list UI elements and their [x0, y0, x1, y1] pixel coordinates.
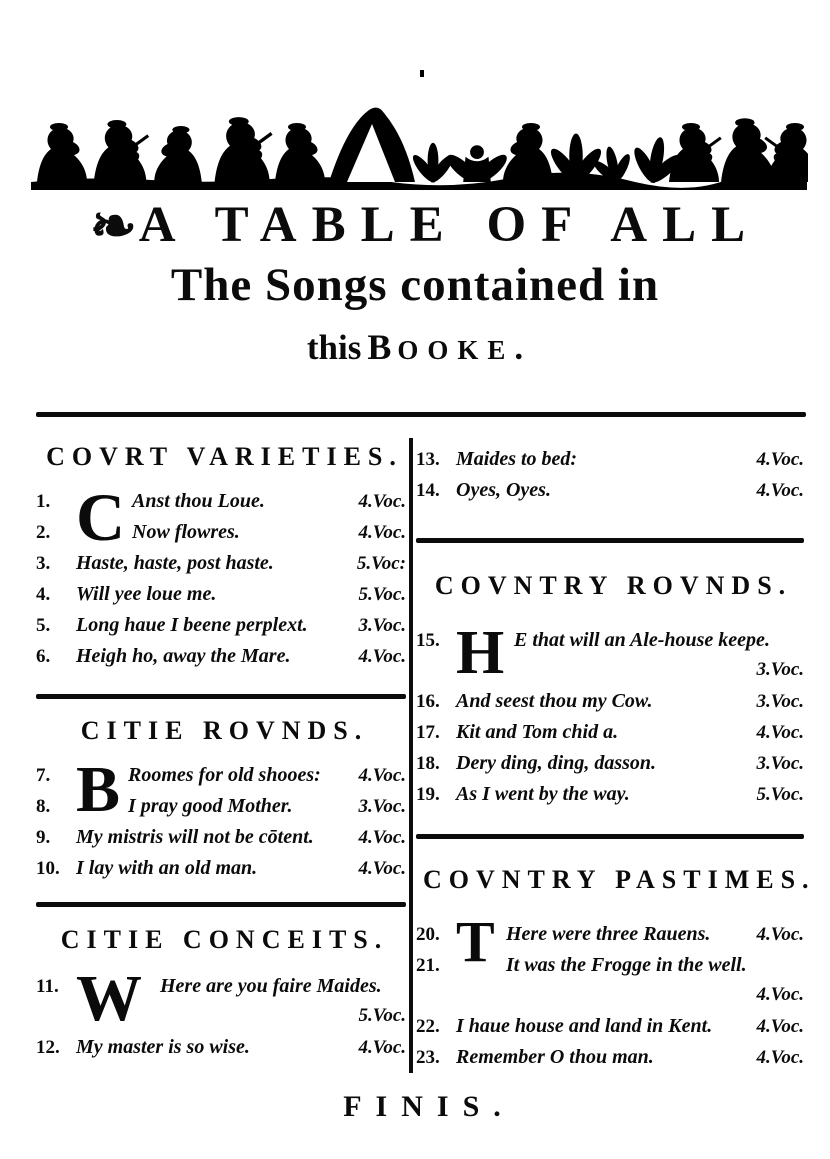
song-title: Remember O thou man.: [456, 1046, 654, 1068]
song-row: [36, 1032, 406, 1063]
song-title: It was the Frogge in the well.: [506, 954, 747, 976]
song-title: Kit and Tom chid a.: [456, 721, 619, 743]
song-title: Now flowres.: [132, 521, 240, 543]
dropcap-B: B: [76, 753, 121, 826]
song-voices: 4.Voc.: [756, 480, 804, 501]
song-voices: 5.Voc.: [358, 584, 406, 605]
song-row: [416, 779, 804, 810]
right-column: [416, 434, 816, 1073]
song-title: Will yee loue me.: [76, 583, 217, 605]
song-number: 2.: [36, 522, 51, 543]
song-row: [36, 579, 406, 610]
song-number: 6.: [36, 646, 51, 667]
book-line-smallcaps: OOKE: [397, 335, 515, 365]
song-number: 3.: [36, 553, 51, 574]
scan-speck: [420, 70, 424, 77]
song-row: [36, 610, 406, 641]
song-number: 17.: [416, 722, 440, 743]
song-number: 22.: [416, 1016, 440, 1037]
song-number: 9.: [36, 827, 51, 848]
song-title: I haue house and land in Kent.: [456, 1015, 713, 1037]
section-citie-rounds: [36, 753, 406, 826]
fleuron-icon: ❧: [89, 196, 137, 258]
song-row: [416, 717, 804, 748]
song-title: Anst thou Loue.: [132, 490, 265, 512]
song-title: Oyes, Oyes.: [456, 479, 551, 501]
song-row: [416, 748, 804, 779]
table-of-songs: [36, 434, 816, 1073]
song-title: Haste, haste, post haste.: [76, 552, 274, 574]
book-line-pre: this: [306, 328, 362, 367]
song-voices: 4.Voc.: [358, 827, 406, 848]
song-title: Here are you faire Maides.: [160, 975, 382, 997]
song-voices: 3.Voc.: [756, 691, 804, 712]
song-voices: 4.Voc.: [756, 1016, 804, 1037]
book-line-initial: B: [367, 327, 398, 367]
song-number: 15.: [416, 630, 440, 651]
song-voices: 4.Voc.: [358, 1037, 406, 1058]
song-title: Long haue I beene perplext.: [76, 614, 308, 636]
song-row: [36, 641, 406, 672]
song-number: 21.: [416, 955, 440, 976]
section-citie-conceits-rest: [36, 1032, 406, 1063]
song-voices: 4.Voc.: [358, 491, 406, 512]
song-title: Here were three Rauens.: [506, 923, 711, 945]
song-row: [416, 475, 804, 506]
song-voices: 5.Voc.: [756, 784, 804, 805]
dropcap-H: H: [456, 619, 505, 687]
song-number: 16.: [416, 691, 440, 712]
song-voices: 4.Voc.: [358, 646, 406, 667]
section-country-rounds: [416, 619, 804, 687]
column-divider-rule: [409, 438, 413, 1073]
song-voices: 4.Voc.: [756, 924, 804, 945]
section-heading-court-varieties: COVRT VARIETIES.: [46, 442, 403, 471]
section-heading-citie-conceits: CITIE CONCEITS.: [60, 925, 389, 954]
song-row: [416, 686, 804, 717]
song-voices: 4.Voc.: [756, 1047, 804, 1068]
song-voices: 3.Voc.: [358, 796, 406, 817]
section-heading-citie-rounds: CITIE ROVNDS.: [80, 716, 369, 745]
dropcap-T: T: [456, 909, 495, 974]
section-heading-country-rounds: COVNTRY ROVNDS.: [434, 571, 793, 600]
song-row: [36, 822, 406, 853]
song-row: [36, 853, 406, 884]
song-number: 4.: [36, 584, 51, 605]
song-row: [416, 1011, 804, 1042]
song-title: Maides to bed:: [456, 448, 578, 470]
song-title: I lay with an old man.: [76, 857, 258, 879]
song-title: Heigh ho, away the Mare.: [76, 645, 291, 667]
song-number: 8.: [36, 796, 51, 817]
song-voices: 5.Voc:: [356, 553, 406, 574]
song-voices: 4.Voc.: [358, 765, 406, 786]
song-title: As I went by the way.: [456, 783, 630, 805]
song-number: 5.: [36, 615, 51, 636]
song-number: 7.: [36, 765, 51, 786]
song-number: 12.: [36, 1037, 60, 1058]
page-title-text: A TABLE OF ALL: [138, 197, 761, 253]
song-voices: 4.Voc.: [756, 984, 804, 1005]
song-title: And seest thou my Cow.: [456, 690, 653, 712]
song-number: 11.: [36, 976, 59, 997]
song-row: [416, 1042, 804, 1073]
song-voices: 3.Voc.: [756, 753, 804, 774]
song-voices: 3.Voc.: [358, 615, 406, 636]
song-voices: 4.Voc.: [756, 722, 804, 743]
song-voices: 4.Voc.: [358, 858, 406, 879]
song-number: 1.: [36, 491, 51, 512]
horizontal-rule: [416, 834, 804, 839]
book-line: [0, 326, 830, 368]
section-court-varieties-rest: [36, 548, 406, 672]
horizontal-rule-main: [36, 412, 806, 417]
page-subtitle: The Songs contained in: [170, 259, 660, 311]
song-voices: 3.Voc.: [756, 659, 804, 680]
song-title: My mistris will not be cōtent.: [76, 826, 314, 848]
song-number: 13.: [416, 449, 440, 470]
song-title: E that will an Ale-house keepe.: [514, 629, 770, 651]
section-country-rounds-rest: [416, 686, 804, 810]
woodcut-frieze-image: [30, 98, 808, 190]
song-row-continuation: [416, 981, 804, 1009]
section-citie-conceits: [36, 962, 406, 1035]
horizontal-rule: [416, 538, 804, 543]
horizontal-rule: [36, 902, 406, 907]
section-country-pastimes-rest: [416, 1011, 804, 1073]
song-title: I pray good Mother.: [128, 795, 293, 817]
song-number: 20.: [416, 924, 440, 945]
song-number: 10.: [36, 858, 60, 879]
song-number: 18.: [416, 753, 440, 774]
section-citie-rounds-rest: [36, 822, 406, 884]
page-title: [0, 194, 830, 259]
song-row: [416, 444, 804, 475]
left-column: [36, 434, 406, 1073]
section-heading-country-pastimes: COVNTRY PASTIMES.: [423, 865, 816, 894]
song-voices: 4.Voc.: [358, 522, 406, 543]
song-title: My master is so wise.: [76, 1036, 250, 1058]
song-voices: 5.Voc.: [358, 1005, 406, 1026]
song-title: Roomes for old shooes:: [128, 764, 321, 786]
horizontal-rule: [36, 694, 406, 699]
song-number: 14.: [416, 480, 440, 501]
song-voices: 4.Voc.: [756, 449, 804, 470]
section-citie-conceits-continued: [416, 444, 804, 506]
dropcap-C: C: [76, 479, 126, 555]
song-number: 19.: [416, 784, 440, 805]
song-title: Dery ding, ding, dasson.: [456, 752, 657, 774]
section-court-varieties: [36, 479, 406, 555]
section-country-pastimes: [416, 909, 804, 1009]
book-line-period: .: [514, 328, 524, 367]
song-number: 23.: [416, 1047, 440, 1068]
dropcap-W: W: [76, 962, 142, 1035]
finis-label: FINIS.: [343, 1090, 515, 1123]
